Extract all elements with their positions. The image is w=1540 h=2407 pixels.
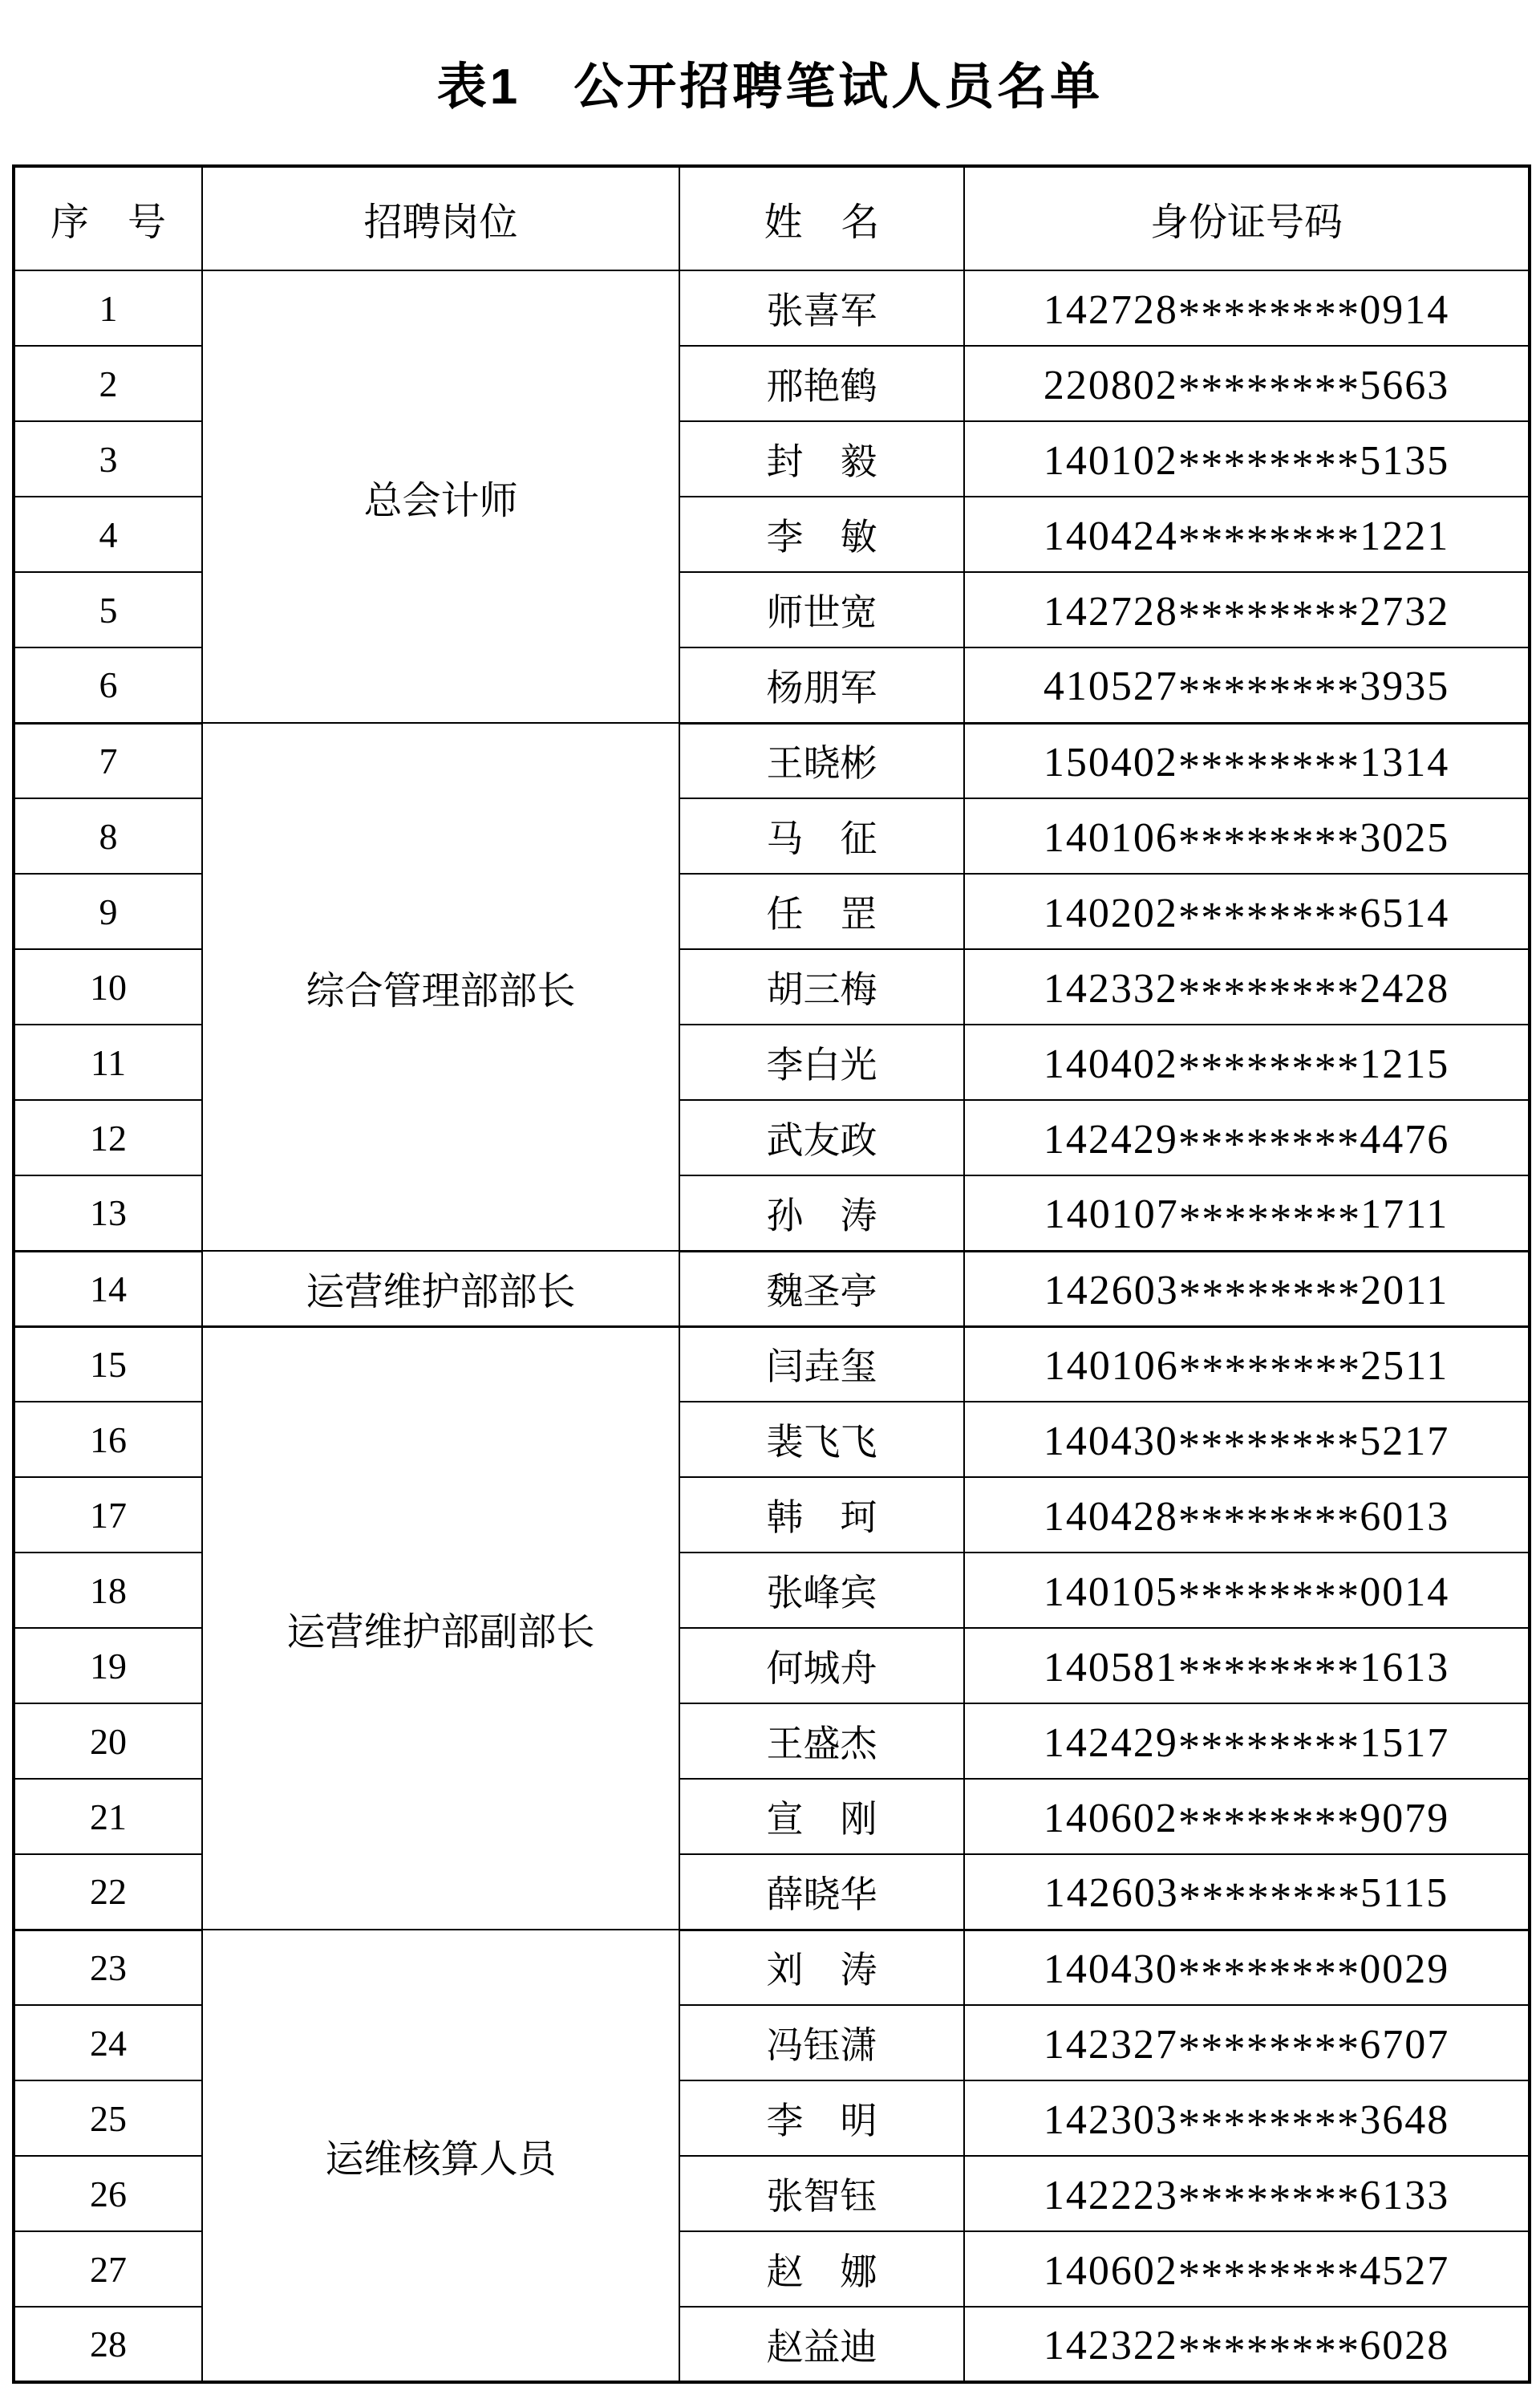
id-number-cell: 142327********6707 <box>964 2005 1530 2080</box>
id-number-cell: 140424********1221 <box>964 497 1530 572</box>
name-cell: 宣 刚 <box>679 1779 964 1854</box>
masked-digits: ******** <box>1177 1044 1360 1094</box>
serial-cell: 22 <box>14 1854 202 1930</box>
header-name: 姓 名 <box>679 166 964 270</box>
masked-digits: ******** <box>1178 1873 1361 1922</box>
id-number-cell: 142603********5115 <box>964 1854 1530 1930</box>
id-number-cell: 140428********6013 <box>964 1477 1530 1553</box>
masked-digits: ******** <box>1177 1572 1360 1622</box>
name-cell: 赵 娜 <box>679 2231 964 2307</box>
header-row <box>14 166 1530 270</box>
name-cell: 裴飞飞 <box>679 1402 964 1477</box>
name-cell: 杨朋军 <box>679 647 964 723</box>
masked-digits: ******** <box>1177 1798 1360 1848</box>
id-number-cell: 140581********1613 <box>964 1628 1530 1703</box>
serial-cell: 25 <box>14 2080 202 2156</box>
id-number-cell: 140430********5217 <box>964 1402 1530 1477</box>
name-cell: 魏圣亭 <box>679 1251 964 1326</box>
position-cell: 运营维护部副部长 <box>202 1326 679 1930</box>
serial-cell: 10 <box>14 949 202 1025</box>
masked-digits: ******** <box>1177 666 1360 716</box>
name-cell: 张智钰 <box>679 2156 964 2231</box>
name-cell: 张喜军 <box>679 270 964 346</box>
masked-digits: ******** <box>1177 2024 1360 2074</box>
masked-digits: ******** <box>1178 1346 1361 1395</box>
name-cell: 薛晓华 <box>679 1854 964 1930</box>
position-cell: 运维核算人员 <box>202 1930 679 2382</box>
masked-digits: ******** <box>1177 818 1360 867</box>
name-cell: 李 敏 <box>679 497 964 572</box>
id-number-cell: 150402********1314 <box>964 723 1530 798</box>
id-number-cell: 142332********2428 <box>964 949 1530 1025</box>
serial-cell: 16 <box>14 1402 202 1477</box>
serial-cell: 15 <box>14 1326 202 1402</box>
serial-cell: 13 <box>14 1175 202 1251</box>
masked-digits: ******** <box>1177 2100 1360 2149</box>
masked-digits: ******** <box>1177 2175 1360 2225</box>
masked-digits: ******** <box>1177 1421 1360 1471</box>
position-cell: 总会计师 <box>202 270 679 723</box>
name-cell: 孙 涛 <box>679 1175 964 1251</box>
name-cell: 闫垚玺 <box>679 1326 964 1402</box>
id-number-cell: 140602********9079 <box>964 1779 1530 1854</box>
id-number-cell: 140402********1215 <box>964 1025 1530 1100</box>
masked-digits: ******** <box>1177 365 1360 415</box>
id-number-cell: 142223********6133 <box>964 2156 1530 2231</box>
masked-digits: ******** <box>1177 1119 1360 1169</box>
table-body <box>14 270 1530 2382</box>
serial-cell: 8 <box>14 798 202 874</box>
roster-table-container <box>12 164 1528 2384</box>
masked-digits: ******** <box>1177 440 1360 490</box>
id-number-cell: 140107********1711 <box>964 1175 1530 1251</box>
name-cell: 刘 涛 <box>679 1930 964 2005</box>
masked-digits: ******** <box>1177 290 1360 339</box>
serial-cell: 19 <box>14 1628 202 1703</box>
serial-cell: 12 <box>14 1100 202 1175</box>
serial-cell: 7 <box>14 723 202 798</box>
masked-digits: ******** <box>1177 2251 1360 2300</box>
serial-cell: 28 <box>14 2307 202 2382</box>
name-cell: 武友政 <box>679 1100 964 1175</box>
id-number-cell: 140106********3025 <box>964 798 1530 874</box>
masked-digits: ******** <box>1178 1194 1361 1244</box>
id-number-cell: 142303********3648 <box>964 2080 1530 2156</box>
masked-digits: ******** <box>1177 591 1360 641</box>
id-number-cell: 410527********3935 <box>964 647 1530 723</box>
id-number-cell: 140202********6514 <box>964 874 1530 949</box>
table-row <box>14 1930 1530 2005</box>
id-number-cell: 140106********2511 <box>964 1326 1530 1402</box>
id-number-cell: 140105********0014 <box>964 1553 1530 1628</box>
name-cell: 王盛杰 <box>679 1703 964 1779</box>
masked-digits: ******** <box>1177 968 1360 1018</box>
id-number-cell: 220802********5663 <box>964 346 1530 421</box>
table-row <box>14 723 1530 798</box>
masked-digits: ******** <box>1177 1496 1360 1546</box>
serial-cell: 18 <box>14 1553 202 1628</box>
serial-cell: 11 <box>14 1025 202 1100</box>
masked-digits: ******** <box>1177 516 1360 566</box>
name-cell: 封 毅 <box>679 421 964 497</box>
serial-cell: 24 <box>14 2005 202 2080</box>
table-row <box>14 270 1530 346</box>
name-cell: 师世宽 <box>679 572 964 647</box>
roster-table <box>12 164 1531 2384</box>
name-cell: 邢艳鹤 <box>679 346 964 421</box>
name-cell: 任 罡 <box>679 874 964 949</box>
serial-cell: 6 <box>14 647 202 723</box>
serial-cell: 9 <box>14 874 202 949</box>
position-cell: 运营维护部部长 <box>202 1251 679 1326</box>
id-number-cell: 142429********1517 <box>964 1703 1530 1779</box>
table-row <box>14 1326 1530 1402</box>
name-cell: 何城舟 <box>679 1628 964 1703</box>
serial-cell: 26 <box>14 2156 202 2231</box>
name-cell: 胡三梅 <box>679 949 964 1025</box>
serial-cell: 23 <box>14 1930 202 2005</box>
id-number-cell: 142603********2011 <box>964 1251 1530 1326</box>
page-title: 表1 公开招聘笔试人员名单 <box>436 59 1104 115</box>
serial-cell: 21 <box>14 1779 202 1854</box>
masked-digits: ******** <box>1177 1723 1360 1772</box>
name-cell: 李 明 <box>679 2080 964 2156</box>
header-id-number: 身份证号码 <box>964 166 1530 270</box>
table-row <box>14 1251 1530 1326</box>
id-number-cell: 142429********4476 <box>964 1100 1530 1175</box>
serial-cell: 17 <box>14 1477 202 1553</box>
name-cell: 王晓彬 <box>679 723 964 798</box>
name-cell: 张峰宾 <box>679 1553 964 1628</box>
serial-cell: 5 <box>14 572 202 647</box>
name-cell: 韩 珂 <box>679 1477 964 1553</box>
name-cell: 冯钰潇 <box>679 2005 964 2080</box>
header-serial: 序 号 <box>14 166 202 270</box>
position-cell: 综合管理部部长 <box>202 723 679 1251</box>
masked-digits: ******** <box>1177 893 1360 943</box>
serial-cell: 14 <box>14 1251 202 1326</box>
id-number-cell: 140430********0029 <box>964 1930 1530 2005</box>
name-cell: 李白光 <box>679 1025 964 1100</box>
id-number-cell: 142728********2732 <box>964 572 1530 647</box>
table-header <box>14 166 1530 270</box>
name-cell: 赵益迪 <box>679 2307 964 2382</box>
masked-digits: ******** <box>1178 1270 1361 1320</box>
id-number-cell: 140102********5135 <box>964 421 1530 497</box>
id-number-cell: 140602********4527 <box>964 2231 1530 2307</box>
masked-digits: ******** <box>1177 2325 1360 2375</box>
serial-cell: 2 <box>14 346 202 421</box>
serial-cell: 4 <box>14 497 202 572</box>
id-number-cell: 142322********6028 <box>964 2307 1530 2382</box>
header-position: 招聘岗位 <box>202 166 679 270</box>
masked-digits: ******** <box>1177 742 1360 792</box>
masked-digits: ******** <box>1177 1647 1360 1697</box>
serial-cell: 20 <box>14 1703 202 1779</box>
serial-cell: 3 <box>14 421 202 497</box>
id-number-cell: 142728********0914 <box>964 270 1530 346</box>
masked-digits: ******** <box>1177 1949 1360 1999</box>
name-cell: 马 征 <box>679 798 964 874</box>
serial-cell: 1 <box>14 270 202 346</box>
serial-cell: 27 <box>14 2231 202 2307</box>
